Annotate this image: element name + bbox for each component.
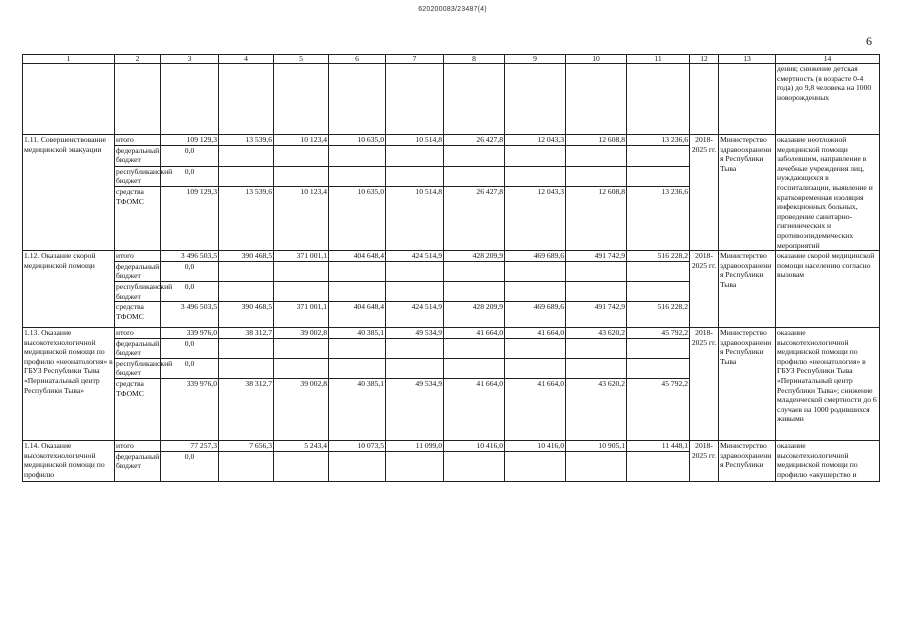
executor-cell: Министерство здравоохранения Республики Тыва: [719, 135, 776, 251]
value-cell: 10 123,4: [274, 135, 329, 146]
value-cell: 45 792,2: [627, 328, 690, 339]
value-cell: [444, 281, 505, 301]
value-cell: 13 236,6: [627, 135, 690, 146]
value-cell: [274, 338, 329, 358]
executor-cell: Министерство здравоохранения Республики Тыва: [719, 251, 776, 328]
value-cell: 3 496 503,5: [161, 302, 219, 328]
empty-cell: [274, 64, 329, 135]
value-cell: [219, 166, 274, 187]
period-cell: 2018-2025 гг.: [690, 328, 719, 441]
value-cell: 43 620,2: [566, 379, 627, 441]
value-cell: 38 312,7: [219, 328, 274, 339]
value-cell: [386, 358, 444, 378]
value-cell: 109 129,3: [161, 187, 219, 251]
column-header: 9: [505, 55, 566, 64]
value-cell: 43 620,2: [566, 328, 627, 339]
value-cell: [627, 261, 690, 281]
funding-source: федеральный бюджет: [116, 338, 160, 358]
value-cell: [386, 338, 444, 358]
value-cell: [566, 281, 627, 301]
value-cell: 10 514,8: [386, 135, 444, 146]
empty-cell: [690, 64, 719, 135]
funding-source: итого: [115, 328, 161, 339]
value-cell: 10 416,0: [444, 441, 505, 452]
value-cell: [274, 358, 329, 378]
value-cell: [329, 358, 386, 378]
value-cell: [627, 451, 690, 481]
value-cell: 26 427,8: [444, 187, 505, 251]
document-id: 620200083/23487(4): [418, 6, 487, 13]
value-cell: 39 002,8: [274, 328, 329, 339]
value-cell: 371 001,1: [274, 251, 329, 262]
value-cell: 5 243,4: [274, 441, 329, 452]
value-cell: 469 689,6: [505, 302, 566, 328]
result-cell: оказание скорой медицинской помощи населению согласно вызовам: [776, 251, 880, 328]
empty-cell: [161, 64, 219, 135]
empty-cell: [329, 64, 386, 135]
value-cell: [566, 338, 627, 358]
column-header: 8: [444, 55, 505, 64]
empty-cell: [23, 64, 115, 135]
value-cell: [219, 338, 274, 358]
value-cell: [329, 145, 386, 166]
measure-name: 1.11. Совершенствование медицинской эвакуации: [23, 135, 115, 251]
table-row: [23, 251, 880, 262]
value-cell: [505, 451, 566, 481]
value-cell: [566, 358, 627, 378]
value-cell: 424 514,9: [386, 302, 444, 328]
value-cell: 7 656,3: [219, 441, 274, 452]
column-header: 2: [115, 55, 161, 64]
column-header: 3: [161, 55, 219, 64]
value-cell: [444, 451, 505, 481]
program-table: [22, 54, 880, 482]
result-cell: оказание высокотехнологичной медицинской помощи по профилю «акушерство и: [776, 441, 880, 482]
empty-cell: [386, 64, 444, 135]
value-cell: [386, 261, 444, 281]
value-cell: 12 608,8: [566, 135, 627, 146]
empty-cell: [505, 64, 566, 135]
measure-name: 1.14. Оказание высокотехнологичной медицинской помощи по профилю: [23, 441, 115, 482]
column-header: 13: [719, 55, 776, 64]
column-header: 11: [627, 55, 690, 64]
value-cell: [329, 451, 386, 481]
funding-source: республиканский бюджет: [116, 281, 173, 301]
header-row: [23, 55, 880, 64]
empty-cell: [627, 64, 690, 135]
funding-source: итого: [115, 135, 161, 146]
period-cell: 2018-2025 гг.: [690, 251, 719, 328]
value-cell: 371 001,1: [274, 302, 329, 328]
value-cell: 12 043,3: [505, 135, 566, 146]
value-cell: 13 539,6: [219, 135, 274, 146]
value-cell: [505, 358, 566, 378]
value-cell: 10 635,0: [329, 135, 386, 146]
value-cell: 13 539,6: [219, 187, 274, 251]
value-cell: [627, 338, 690, 358]
period-cell: 2018-2025 гг.: [690, 441, 719, 482]
value-cell: 0,0: [161, 358, 219, 378]
table-row: [23, 135, 880, 146]
value-cell: [219, 261, 274, 281]
value-cell: 41 664,0: [505, 379, 566, 441]
value-cell: 428 209,9: [444, 251, 505, 262]
value-cell: [386, 281, 444, 301]
empty-cell: [115, 64, 161, 135]
measure-name: 1.12. Оказание скорой медицинской помощи: [23, 251, 115, 328]
value-cell: 0,0: [161, 261, 219, 281]
value-cell: 10 416,0: [505, 441, 566, 452]
value-cell: 0,0: [161, 451, 219, 481]
measure-name: 1.13. Оказание высокотехнологичной медицинской помощи по профилю «неонатология» в ГБУЗ Республики Тыва «Перинатальный центр Республики Тыва»: [23, 328, 115, 441]
empty-cell: [444, 64, 505, 135]
value-cell: [219, 281, 274, 301]
column-header: 4: [219, 55, 274, 64]
funding-source: республиканский бюджет: [116, 166, 173, 186]
value-cell: 390 468,5: [219, 251, 274, 262]
value-cell: [274, 261, 329, 281]
value-cell: [444, 358, 505, 378]
funding-source: итого: [115, 251, 161, 262]
value-cell: [505, 281, 566, 301]
column-header: 14: [776, 55, 880, 64]
value-cell: 0,0: [161, 166, 219, 187]
funding-source: федеральный бюджет: [115, 451, 161, 481]
value-cell: 339 976,0: [161, 328, 219, 339]
value-cell: 41 664,0: [505, 328, 566, 339]
executor-cell: Министерство здравоохранения Республики: [719, 441, 776, 482]
value-cell: [444, 261, 505, 281]
value-cell: 10 123,4: [274, 187, 329, 251]
value-cell: [444, 166, 505, 187]
column-header: 12: [690, 55, 719, 64]
period-cell: 2018-2025 гг.: [690, 135, 719, 251]
value-cell: 3 496 503,5: [161, 251, 219, 262]
value-cell: [444, 338, 505, 358]
value-cell: [274, 451, 329, 481]
executor-cell: Министерство здравоохранения Республики Тыва: [719, 328, 776, 441]
empty-cell: [219, 64, 274, 135]
value-cell: 0,0: [161, 145, 219, 166]
value-cell: 11 099,0: [386, 441, 444, 452]
value-cell: [274, 166, 329, 187]
value-cell: 424 514,9: [386, 251, 444, 262]
value-cell: [505, 166, 566, 187]
page-number: 6: [866, 34, 872, 48]
value-cell: 40 385,1: [329, 379, 386, 441]
value-cell: 516 228,2: [627, 251, 690, 262]
value-cell: 39 002,8: [274, 379, 329, 441]
value-cell: 0,0: [161, 281, 219, 301]
value-cell: [627, 166, 690, 187]
value-cell: [386, 166, 444, 187]
value-cell: [444, 145, 505, 166]
value-cell: [386, 145, 444, 166]
column-header: 10: [566, 55, 627, 64]
value-cell: 491 742,9: [566, 302, 627, 328]
value-cell: [329, 261, 386, 281]
value-cell: 13 236,6: [627, 187, 690, 251]
value-cell: 469 689,6: [505, 251, 566, 262]
value-cell: 428 209,9: [444, 302, 505, 328]
value-cell: [274, 145, 329, 166]
continuation-row: [23, 64, 880, 135]
column-header: 6: [329, 55, 386, 64]
value-cell: 404 648,4: [329, 251, 386, 262]
funding-source: средства ТФОМС: [115, 187, 161, 251]
value-cell: [505, 261, 566, 281]
empty-cell: [719, 64, 776, 135]
value-cell: [329, 338, 386, 358]
value-cell: [627, 145, 690, 166]
value-cell: 10 514,8: [386, 187, 444, 251]
result-cell: оказание неотложной медицинской помощи заболевшим, направление в лечебные учреждения лиц, нуждающихся в госпитализации, выявление и кратковременная изоляция инфекционных больных, проведение санитарно-гигиенических и противоэпидемических мероприятий: [776, 135, 880, 251]
value-cell: [566, 261, 627, 281]
value-cell: 38 312,7: [219, 379, 274, 441]
column-header: 7: [386, 55, 444, 64]
funding-source: федеральный бюджет: [116, 145, 160, 165]
value-cell: [566, 451, 627, 481]
empty-cell: [566, 64, 627, 135]
result-cell: дения; снижение детская смертность (в возрасте 0-4 года) до 9,8 человека на 1000 новорожденных: [776, 64, 880, 135]
value-cell: [329, 166, 386, 187]
value-cell: 516 228,2: [627, 302, 690, 328]
column-header: 5: [274, 55, 329, 64]
value-cell: [219, 451, 274, 481]
value-cell: [627, 281, 690, 301]
value-cell: [219, 145, 274, 166]
value-cell: 0,0: [161, 338, 219, 358]
value-cell: 339 976,0: [161, 379, 219, 441]
value-cell: 491 742,9: [566, 251, 627, 262]
value-cell: 109 129,3: [161, 135, 219, 146]
column-header: 1: [23, 55, 115, 64]
value-cell: [566, 145, 627, 166]
value-cell: 49 534,9: [386, 379, 444, 441]
funding-source: федеральный бюджет: [116, 261, 160, 281]
value-cell: 12 608,8: [566, 187, 627, 251]
value-cell: 26 427,8: [444, 135, 505, 146]
table-row: [23, 328, 880, 339]
value-cell: 390 468,5: [219, 302, 274, 328]
table-row: [23, 441, 880, 452]
value-cell: [274, 281, 329, 301]
value-cell: 41 664,0: [444, 328, 505, 339]
value-cell: 10 635,0: [329, 187, 386, 251]
funding-source: средства ТФОМС: [115, 379, 161, 441]
value-cell: [566, 166, 627, 187]
value-cell: 49 534,9: [386, 328, 444, 339]
value-cell: [386, 451, 444, 481]
funding-source: средства ТФОМС: [115, 302, 161, 328]
value-cell: 404 648,4: [329, 302, 386, 328]
value-cell: [505, 145, 566, 166]
funding-source: итого: [115, 441, 161, 452]
value-cell: 11 448,1: [627, 441, 690, 452]
value-cell: [627, 358, 690, 378]
value-cell: 10 073,5: [329, 441, 386, 452]
value-cell: 12 043,3: [505, 187, 566, 251]
value-cell: 45 792,2: [627, 379, 690, 441]
value-cell: [505, 338, 566, 358]
value-cell: 77 257,3: [161, 441, 219, 452]
value-cell: [329, 281, 386, 301]
value-cell: 41 664,0: [444, 379, 505, 441]
value-cell: [219, 358, 274, 378]
funding-source: республиканский бюджет: [116, 358, 173, 378]
value-cell: 10 905,1: [566, 441, 627, 452]
value-cell: 40 385,1: [329, 328, 386, 339]
result-cell: оказание высокотехнологичной медицинской помощи по профилю «неонатология» в ГБУЗ Республики Тыва «Перинатальный центр Республики Тыва»; снижение младенческой смертности до 6 случаев на 1000 родившихся живыми: [776, 328, 880, 441]
